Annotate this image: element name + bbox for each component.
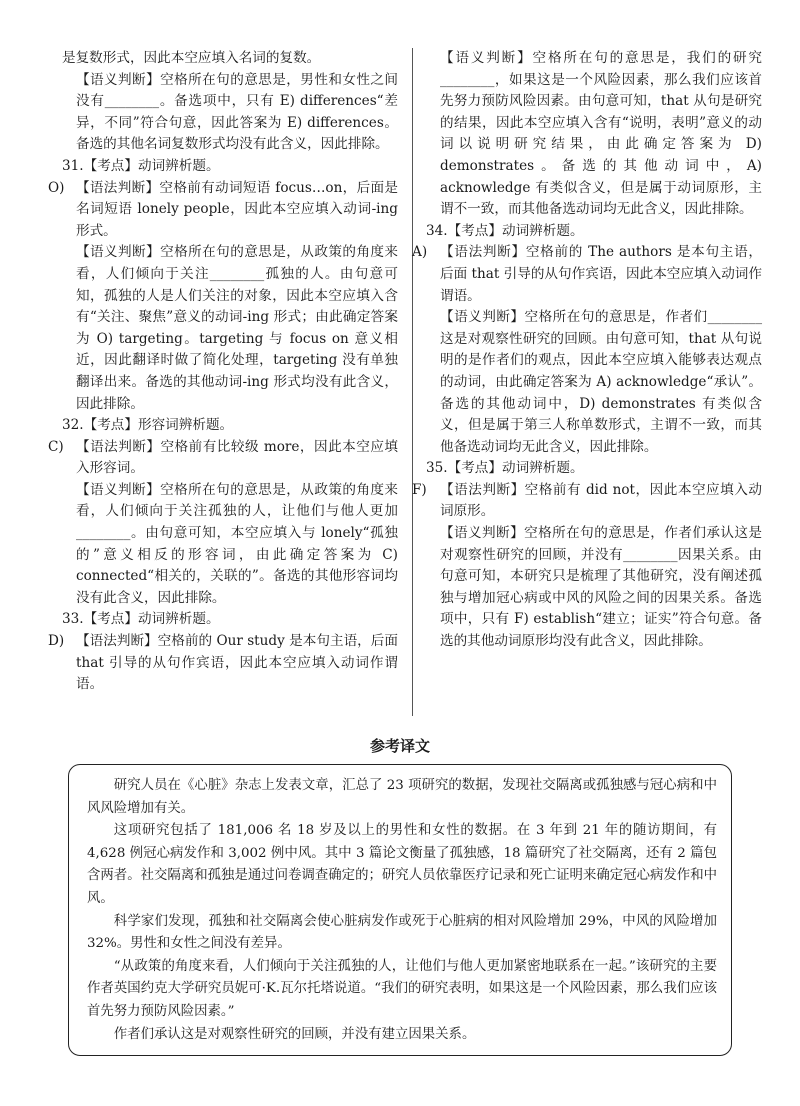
translation-paragraph: 科学家们发现，孤独和社交隔离会使心脏病发作或死于心脏病的相对风险增加 29%，中风的风险增加 32%。男性和女性之间没有差异。	[87, 913, 717, 952]
q35-semantic-analysis: 【语义判断】空格所在句的意思是，作者们承认这是对观察性研究的回顾，并没有________因果关系。由句意可知，本研究只是梳理了其他研究，没有阐述孤独与增加冠心病或中风的风险之间的因果关系。备选项中，只有 F) establish“建立；证实”符合句意。备选的其他动词原形均没有此含义，因此排除。	[440, 525, 762, 650]
q31-answer-letter: O)	[48, 179, 65, 196]
q34-answer-letter: A)	[412, 244, 428, 261]
q35-block	[412, 480, 762, 653]
q32-block	[48, 437, 398, 610]
q33-block	[48, 631, 398, 696]
q34-semantic-analysis: 【语义判断】空格所在句的意思是，作者们________这是对观察性研究的回顾。由句意可知，that 从句说明的是作者们的观点，因此本空应填入能够表达观点的动词，由此确定答案为 A) acknowledge“承认”。备选的其他动词中，D) demonstrates 有类似含义，但是属于第三人称单数形式，主谓不一致，而其他备选动词均无此含义，因此排除。	[440, 309, 762, 455]
translation-paragraph: 这项研究包括了 181,006 名 18 岁及以上的男性和女性的数据。在 3 年到 21 年的随访期间，有 4,628 例冠心病发作和 3,002 例中风。其中 3 篇论文衡量了孤独感，18 篇研究了社交隔离，还有 2 篇包含两者。社交隔离和孤独是通过问卷调查确定的；研究人员依靠医疗记录和死亡证明来确定冠心病发作和中风。	[87, 823, 717, 906]
q34-block	[412, 242, 762, 458]
q33-semantic-analysis: 【语义判断】空格所在句的意思是，我们的研究________，如果这是一个风险因素，那么我们应该首先努力预防风险因素。由句意可知，that 从句是研究的结果，因此本空应填入含有“说明，表明”意义的动词以说明研究结果，由此确定答案为 D) demonstrates。备选的其他动词中，A) acknowledge 有类似含义，但是属于动词原形，主谓不一致，而其他备选动词均无此含义，因此排除。	[440, 50, 762, 218]
q32-grammar-analysis: 【语法判断】空格前有比较级 more，因此本空应填入形容词。	[76, 438, 398, 477]
q31-block	[48, 178, 398, 416]
q35-answer-letter: F)	[412, 481, 427, 498]
translation-paragraph: “从政策的角度来看，人们倾向于关注孤独的人，让他们与他人更加紧密地联系在一起。”该研究的主要作者英国约克大学研究员妮可·K.瓦尔托塔说道。“我们的研究表明，如果这是一个风险因素，那么我们应该首先努力预防风险因素。”	[87, 958, 717, 1019]
left-column	[48, 48, 398, 696]
column-divider	[412, 48, 413, 716]
q30-semantic-analysis: 【语义判断】空格所在句的意思是，男性和女性之间没有________。备选项中，只有 E) differences“差异，不同”符合句意，因此答案为 E) differences。备选的其他名词复数形式均没有此含义，因此排除。	[76, 71, 398, 153]
right-column	[412, 48, 762, 653]
q33-grammar-analysis: 【语法判断】空格前的 Our study 是本句主语，后面 that 引导的从句作宾语，因此本空应填入动词作谓语。	[76, 633, 398, 693]
q32-answer-letter: C)	[48, 438, 64, 455]
translation-box	[68, 764, 732, 1056]
q31-heading: 31.【考点】动词辨析题。	[62, 157, 220, 174]
translation-paragraph: 作者们承认这是对观察性研究的回顾，并没有建立因果关系。	[113, 1026, 476, 1042]
translation-title: 参考译文	[369, 737, 430, 755]
q31-grammar-analysis: 【语法判断】空格前有动词短语 focus…on，后面是名词短语 lonely people，因此本空应填入动词-ing 形式。	[76, 179, 398, 239]
paragraph-continuation: 是复数形式，因此本空应填入名词的复数。	[62, 50, 321, 66]
q32-heading: 32.【考点】形容词辨析题。	[62, 417, 234, 434]
q33-answer-letter: D)	[48, 633, 65, 650]
q35-heading: 35.【考点】动词辨析题。	[426, 460, 584, 477]
translation-paragraph: 研究人员在《心脏》杂志上发表文章，汇总了 23 项研究的数据，发现社交隔离或孤独感与冠心病和中风风险增加有关。	[87, 778, 717, 816]
q31-semantic-analysis: 【语义判断】空格所在句的意思是，从政策的角度来看，人们倾向于关注________孤独的人。由句意可知，孤独的人是人们关注的对象，因此本空应填入含有“关注、聚焦”意义的动词-ing 形式；由此确定答案为 O) targeting。targeting 与 focus on 意义相近，因此翻译时做了简化处理，targeting 没有单独翻译出来。备选的其他动词-ing 形式均没有此含义，因此排除。	[76, 244, 398, 412]
q35-grammar-analysis: 【语法判断】空格前有 did not，因此本空应填入动词原形。	[440, 481, 762, 520]
q34-heading: 34.【考点】动词辨析题。	[426, 222, 584, 239]
q34-grammar-analysis: 【语法判断】空格前的 The authors 是本句主语，后面 that 引导的从句作宾语，因此本空应填入动词作谓语。	[440, 244, 762, 304]
answer-explanations	[48, 48, 762, 728]
q33-heading: 33.【考点】动词辨析题。	[62, 611, 220, 628]
q32-semantic-analysis: 【语义判断】空格所在句的意思是，从政策的角度来看，人们倾向于关注孤独的人，让他们与他人更加________。由句意可知，本空应填入与 lonely“孤独的”意义相反的形容词，由此确定答案为 C) connected“相关的，关联的”。备选的其他形容词均没有此含义，因此排除。	[76, 481, 398, 606]
